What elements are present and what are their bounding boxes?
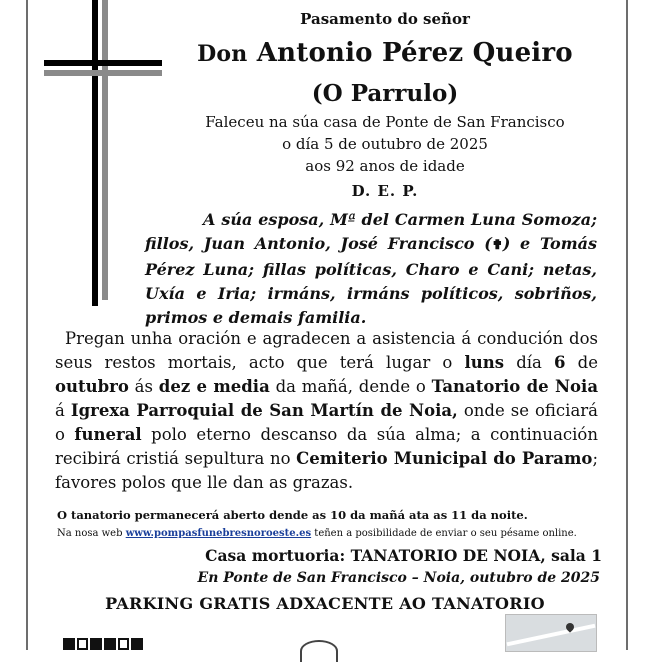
deceased-cross-icon: ✟ [491, 238, 503, 253]
name-prefix: Don [197, 41, 248, 67]
web-note [57, 528, 577, 539]
body-time: dez e media [158, 377, 270, 396]
family-text-1: A súa esposa, Mª del Carmen Luna Somoza; fillos, Juan Antonio, José Francisco ( [145, 210, 597, 253]
name-text: Antonio Pérez Queiro [256, 38, 573, 68]
logo-icon [300, 640, 338, 662]
map-thumbnail[interactable] [505, 614, 597, 652]
body-cemetery: Cemiterio Municipal do Paramo [296, 449, 593, 468]
death-date: o día 5 de outubro de 2025 [282, 135, 488, 153]
death-place: Faleceu na súa casa de Ponte de San Francisco [205, 113, 565, 131]
body-t3: de [565, 353, 599, 372]
intro-text: Pasamento do señor [300, 10, 470, 28]
body-t9: ; favores polos que lle dan as grazas. [55, 449, 598, 492]
body-funeral: funeral [74, 425, 142, 444]
web-suffix: teñen a posibilidade de enviar o seu pésame online. [311, 528, 577, 539]
frame-line-left [26, 0, 28, 650]
dep-text: D. E. P. [351, 182, 419, 200]
body-t5: da mañá, dende o [269, 377, 432, 396]
casa-mortuoria: Casa mortuoria: TANATORIO DE NOIA, sala 1 [205, 546, 602, 565]
deceased-name [175, 38, 595, 68]
body-t8: polo eterno descanso da súa alma; a continuación recibirá cristiá sepultura no [55, 425, 598, 468]
web-link[interactable]: www.pompasfunebresnoroeste.es [125, 528, 312, 539]
age: aos 92 anos de idade [305, 157, 465, 175]
body-t6: á [55, 401, 71, 420]
body-month: outubro [55, 377, 129, 396]
body-day: luns [464, 353, 505, 372]
body-t2: día [504, 353, 555, 372]
nickname: (O Parrulo) [311, 80, 459, 107]
family-paragraph [145, 208, 597, 330]
web-prefix: Na nosa web [57, 528, 126, 539]
tanatorio-hours: O tanatorio permanecerá aberto dende as 10 da mañá ata as 11 da noite. [57, 508, 528, 522]
family-text-2: ) e Tomás Pérez Luna; fillas políticas, Charo e Cani; netas, Uxía e Iria; irmáns, irmáns políticos, sobriños, primos e demais familia. [145, 234, 598, 327]
body-tanatorio: Tanatorio de Noia [431, 377, 599, 396]
qr-code-icon[interactable] [63, 638, 143, 650]
body-church: Igrexa Parroquial de San Martín de Noia, [70, 401, 458, 420]
place-date: En Ponte de San Francisco – Noia, outubro de 2025 [197, 570, 600, 586]
body-t7: onde se oficiará o [55, 401, 599, 444]
body-t1: Pregan unha oración e agradecen a asistencia á condución dos seus restos mortais, acto que terá lugar o [55, 329, 598, 372]
ceremony-paragraph [55, 327, 598, 495]
body-t4: ás [128, 377, 159, 396]
body-date: 6 [554, 353, 566, 372]
frame-line-right [626, 0, 628, 650]
parking-notice: PARKING GRATIS ADXACENTE AO TANATORIO [105, 594, 545, 613]
cross-icon [40, 0, 160, 310]
